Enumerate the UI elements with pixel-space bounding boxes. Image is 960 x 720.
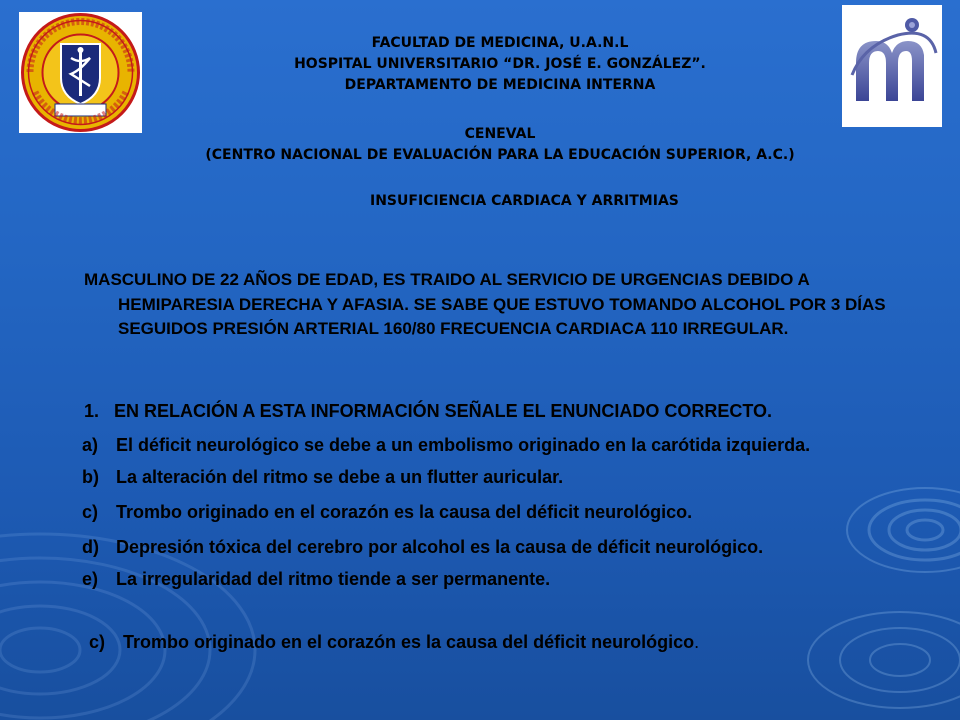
option-text: Trombo originado en el corazón es la causa del déficit neurológico. bbox=[116, 502, 693, 522]
option-d bbox=[82, 535, 912, 559]
question-number: 1. bbox=[84, 401, 100, 421]
option-text: El déficit neurológico se debe a un embolismo originado en la carótida izquierda. bbox=[116, 435, 811, 455]
answer bbox=[89, 630, 699, 654]
header-hospital: HOSPITAL UNIVERSITARIO “DR. JOSÉ E. GONZÁLEZ”. bbox=[294, 56, 706, 72]
ceneval-header bbox=[180, 124, 820, 166]
header-ceneval-fullname: (CENTRO NACIONAL DE EVALUACIÓN PARA LA EDUCACIÓN SUPERIOR, A.C.) bbox=[205, 147, 795, 163]
header-faculty: FACULTAD DE MEDICINA, U.A.N.L bbox=[371, 35, 629, 51]
answer-end-mark: . bbox=[694, 632, 700, 652]
option-letter: c) bbox=[82, 502, 99, 522]
question bbox=[84, 399, 894, 424]
medicina-interna-icon bbox=[842, 5, 942, 127]
answer-letter: c) bbox=[89, 632, 106, 652]
institution-header bbox=[180, 33, 820, 96]
option-e bbox=[82, 567, 912, 591]
option-letter: a) bbox=[82, 435, 99, 455]
question-text: EN RELACIÓN A ESTA INFORMACIÓN SEÑALE EL ENUNCIADO CORRECTO. bbox=[114, 401, 773, 421]
option-b bbox=[82, 465, 912, 489]
answer-text: Trombo originado en el corazón es la causa del déficit neurológico bbox=[123, 632, 695, 652]
header-department: DEPARTAMENTO DE MEDICINA INTERNA bbox=[344, 77, 656, 93]
uanl-seal-icon bbox=[19, 12, 142, 133]
option-text: Depresión tóxica del cerebro por alcohol es la causa de déficit neurológico. bbox=[116, 537, 764, 557]
option-c bbox=[82, 500, 912, 524]
case-paragraph: MASCULINO DE 22 AÑOS DE EDAD, ES TRAIDO AL SERVICIO DE URGENCIAS DEBIDO A HEMIPARESIA DERECHA Y AFASIA. SE SABE QUE ESTUVO TOMANDO ALCOHOL POR 3 DÍAS SEGUIDOS PRESIÓN ARTERIAL 160/80 FRECUENCIA CARDIACA 110 IRREGULAR. bbox=[84, 270, 886, 338]
uanl-medicina-logo bbox=[19, 12, 142, 133]
option-letter: e) bbox=[82, 569, 99, 589]
header-ceneval: CENEVAL bbox=[464, 126, 536, 142]
topic-title: INSUFICIENCIA CARDIACA Y ARRITMIAS bbox=[370, 193, 679, 209]
option-text: La alteración del ritmo se debe a un flutter auricular. bbox=[116, 467, 564, 487]
option-text: La irregularidad del ritmo tiende a ser permanente. bbox=[116, 569, 551, 589]
option-letter: b) bbox=[82, 467, 99, 487]
option-letter: d) bbox=[82, 537, 99, 557]
medicina-interna-logo bbox=[842, 5, 942, 127]
option-a bbox=[82, 433, 912, 457]
